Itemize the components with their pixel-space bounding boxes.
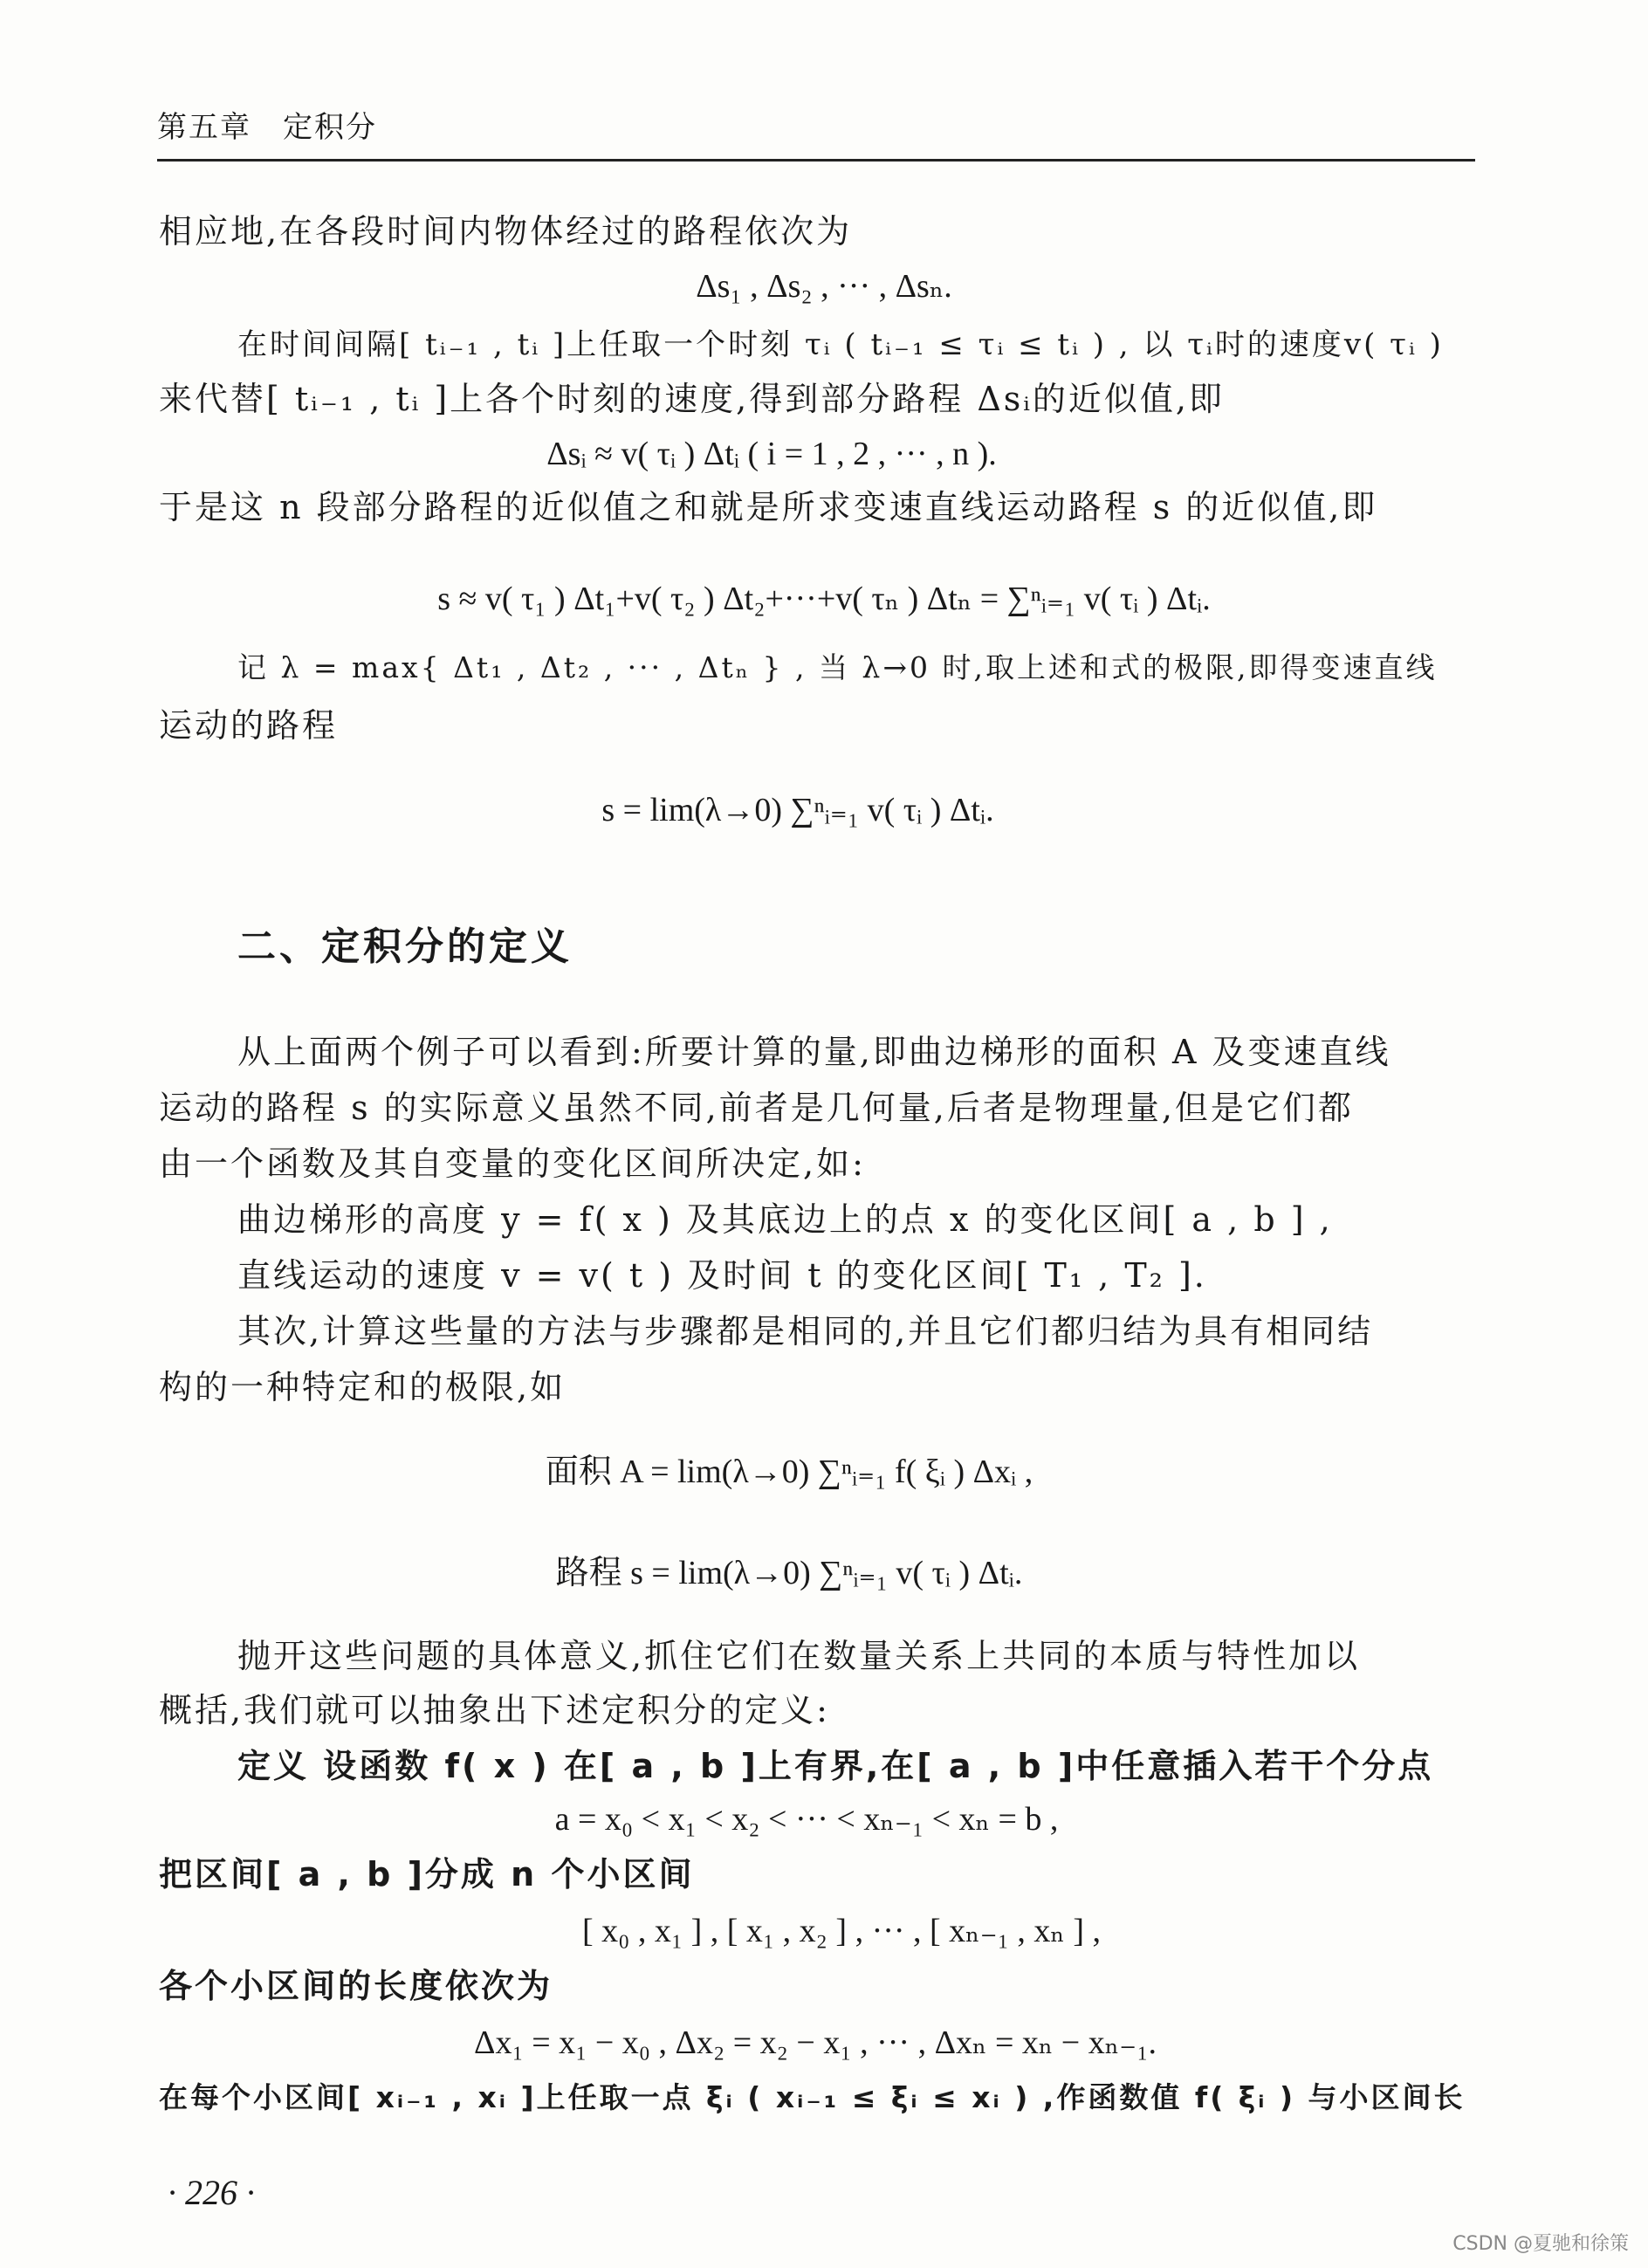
equation-partial-path: Δsᵢ ≈ v( τᵢ ) Δtᵢ ( i = 1 , 2 , ··· , n ).	[546, 436, 997, 472]
equation-interval-lengths: Δx₁ = x₁ − x₀ , Δx₂ = x₂ − x₁ , ··· , Δxₙ = xₙ − xₙ₋₁.	[474, 2024, 1157, 2061]
text-line-9: 由一个函数及其自变量的变化区间所决定,如:	[159, 1144, 866, 1183]
text-line-10: 曲边梯形的高度 y = f( x ) 及其底边上的点 x 的变化区间[ a , b ] ,	[237, 1200, 1333, 1239]
definition-line: 定义 设函数 f( x ) 在[ a , b ]上有界,在[ a , b ]中任意插入若干个分点	[237, 1747, 1434, 1785]
equation-subintervals: [ x₀ , x₁ ] , [ x₁ , x₂ ] , ··· , [ xₙ₋₁ , xₙ ] ,	[581, 1913, 1102, 1949]
equation-riemann-sum-path: s ≈ v( τ₁ ) Δt₁+v( τ₂ ) Δt₂+···+v( τₙ ) Δtₙ = ∑ⁿᵢ₌₁ v( τᵢ ) Δtᵢ.	[437, 581, 1211, 617]
text-line-18: 各个小区间的长度依次为	[159, 1967, 553, 2005]
watermark: CSDN @夏驰和徐策	[1452, 2233, 1629, 2255]
text-line-8: 运动的路程 s 的实际意义虽然不同,前者是几何量,后者是物理量,但是它们都	[159, 1089, 1354, 1127]
text-line-1: 相应地,在各段时间内物体经过的路程依次为	[159, 212, 853, 251]
text-line-15: 概括,我们就可以抽象出下述定积分的定义:	[159, 1691, 830, 1729]
chapter-label: 第五章	[157, 110, 251, 145]
text-line-12: 其次,计算这些量的方法与步骤都是相同的,并且它们都归结为具有相同结	[237, 1312, 1374, 1350]
chapter-title: 定积分	[283, 110, 377, 145]
equation-limit-path-2: 路程 s = lim(λ→0) ∑ⁿᵢ₌₁ v( τᵢ ) Δtᵢ.	[555, 1555, 1023, 1591]
text-line-17: 把区间[ a , b ]分成 n 个小区间	[159, 1855, 695, 1893]
text-line-2: 在时间间隔[ tᵢ₋₁ , tᵢ ]上任取一个时刻 τᵢ ( tᵢ₋₁ ≤ τᵢ ≤ tᵢ ) , 以 τᵢ时的速度v( τᵢ )	[237, 327, 1444, 362]
section-heading: 二、定积分的定义	[237, 924, 573, 969]
running-header	[157, 103, 377, 146]
text-line-4: 于是这 n 段部分路程的近似值之和就是所求变速直线运动路程 s 的近似值,即	[159, 488, 1378, 526]
text-line-7: 从上面两个例子可以看到:所要计算的量,即曲边梯形的面积 A 及变速直线	[237, 1033, 1391, 1071]
header-rule	[157, 159, 1475, 162]
equation-delta-s-list: Δs₁ , Δs₂ , ··· , Δsₙ.	[696, 268, 952, 305]
text-line-6: 运动的路程	[159, 706, 339, 745]
text-line-11: 直线运动的速度 v = v( t ) 及时间 t 的变化区间[ T₁ , T₂ ].	[237, 1256, 1207, 1295]
text-line-5: 记 λ = max{ Δt₁ , Δt₂ , ··· , Δtₙ } , 当 λ→0 时,取上述和式的极限,即得变速直线	[237, 650, 1438, 684]
text-line-13: 构的一种特定和的极限,如	[159, 1368, 566, 1406]
equation-limit-path: s = lim(λ→0) ∑ⁿᵢ₌₁ v( τᵢ ) Δtᵢ.	[601, 792, 994, 828]
text-line-14: 抛开这些问题的具体意义,抓住它们在数量关系上共同的本质与特性加以	[237, 1637, 1361, 1675]
text-line-19: 在每个小区间[ xᵢ₋₁ , xᵢ ]上任取一点 ξᵢ ( xᵢ₋₁ ≤ ξᵢ ≤ xᵢ ) ,作函数值 f( ξᵢ ) 与小区间长	[159, 2080, 1466, 2114]
text-line-3: 来代替[ tᵢ₋₁ , tᵢ ]上各个时刻的速度,得到部分路程 Δsᵢ的近似值,即	[159, 380, 1225, 418]
page-number: · 226 ·	[168, 2173, 255, 2212]
equation-limit-area: 面积 A = lim(λ→0) ∑ⁿᵢ₌₁ f( ξᵢ ) Δxᵢ ,	[545, 1454, 1033, 1490]
equation-partition-points: a = x₀ < x₁ < x₂ < ··· < xₙ₋₁ < xₙ = b ,	[554, 1801, 1059, 1838]
